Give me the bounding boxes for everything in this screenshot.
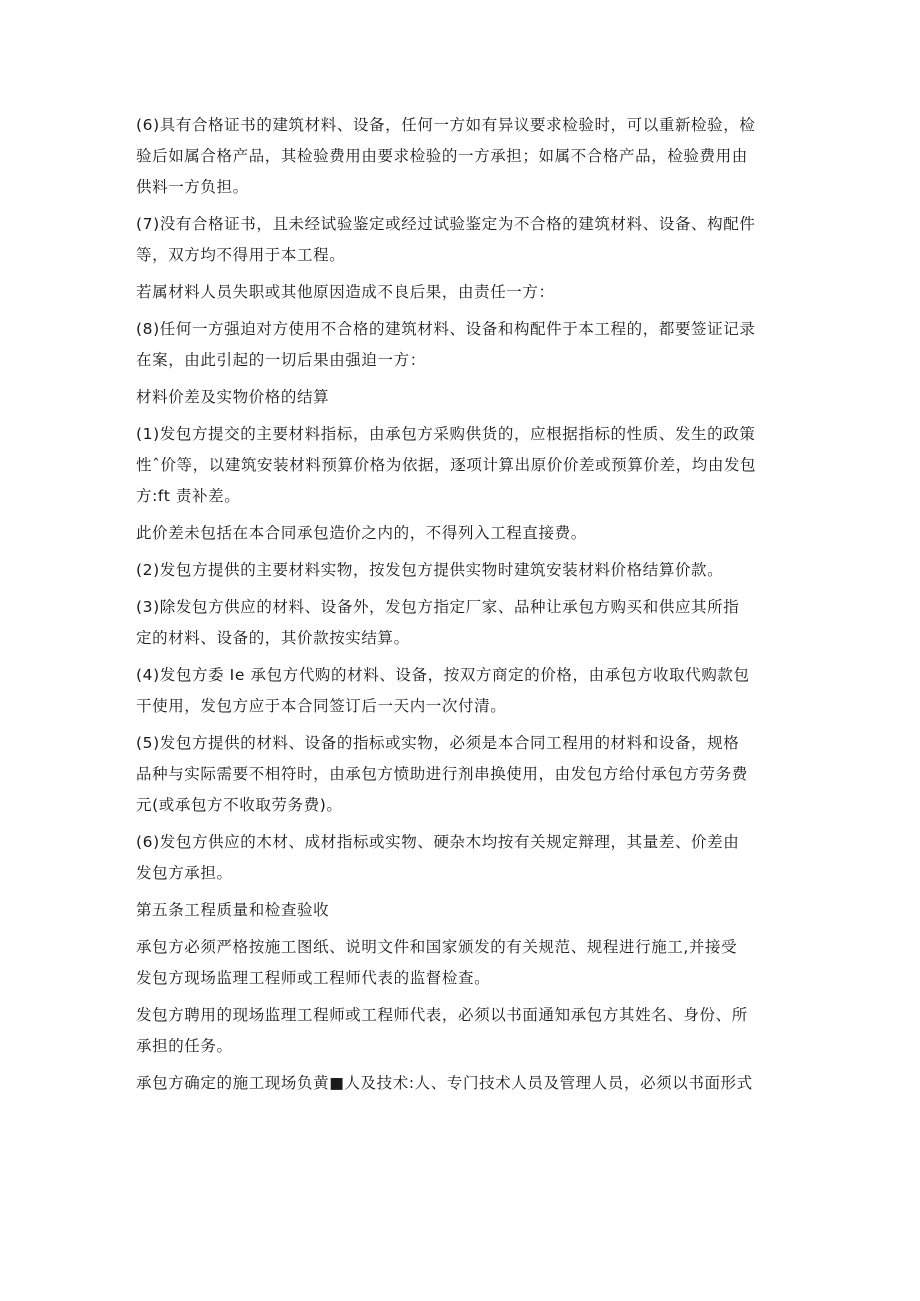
text-line: 性ˆ价等，以建筑安装材料预算价格为依据，逐项计算出原价价差或预算价差，均由发包 xyxy=(136,456,757,474)
paragraph-6-certified-materials xyxy=(136,110,786,203)
text-line: 在案，由此引起的一切后果由强迫一方： xyxy=(136,351,426,369)
paragraph-supervising-engineer xyxy=(136,1000,786,1062)
text-line: (2)发包方提供的主要材料实物，按发包方提供实物时建筑安装材料价格结算价款。 xyxy=(136,561,724,579)
paragraph-4-purchasing-agent xyxy=(136,660,786,722)
paragraph-8-forced-use xyxy=(136,314,786,376)
text-line: 承包方确定的施工现场负黄■人及技术:人、专门技术人员及管理人员，必须以书面形式 xyxy=(136,1074,753,1092)
paragraph-1-material-indicators xyxy=(136,419,786,512)
text-line: (6)具有合格证书的建筑材料、设备，任何一方如有异议要求检验时，可以重新检验，检 xyxy=(136,116,756,134)
section-heading-article-5 xyxy=(136,895,786,926)
text-line: 等，双方均不得用于本工程。 xyxy=(136,246,346,264)
document-body xyxy=(136,110,786,1105)
text-line: (8)任何一方强迫对方使用不合格的建筑材料、设备和构配件于本工程的，都要签证记录 xyxy=(136,320,756,338)
text-line: 干使用，发包方应于本合同签订后一天内一次付清。 xyxy=(136,697,507,715)
text-line: 承担的任务。 xyxy=(136,1037,233,1055)
text-line: (7)没有合格证书，且未经试验鉴定或经过试验鉴定为不合格的建筑材料、设备、构配件 xyxy=(136,215,756,233)
text-line: (5)发包方提供的材料、设备的指标或实物，必须是本合同工程用的材料和设备，规格 xyxy=(136,734,740,752)
paragraph-2-material-objects xyxy=(136,555,786,586)
text-line: (6)发包方供应的木材、成材指标或实物、硬杂木均按有关规定辩理，其量差、价差由 xyxy=(136,833,740,851)
text-line: 发包方聘用的现场监理工程师或工程师代表，必须以书面通知承包方其姓名、身份、所 xyxy=(136,1006,748,1024)
text-line: (4)发包方委 Ie 承包方代购的材料、设备，按双方商定的价格，由承包方收取代购款包 xyxy=(136,666,750,684)
paragraph-responsibility xyxy=(136,277,786,308)
text-line: 发包方承担。 xyxy=(136,864,233,882)
text-line: 供料一方负担。 xyxy=(136,178,249,196)
text-line: (1)发包方提交的主要材料指标，由承包方采购供货的，应根据指标的性质、发生的政策 xyxy=(136,425,756,443)
paragraph-6-timber-supply xyxy=(136,827,786,889)
paragraph-price-difference-note xyxy=(136,518,786,549)
paragraph-7-uncertified-materials xyxy=(136,209,786,271)
text-line: 发包方现场监理工程师或工程师代表的监督检查。 xyxy=(136,969,491,987)
text-line: 承包方必须严格按施工图纸、说明文件和国家颁发的有关规范、规程进行施工,并接受 xyxy=(136,938,738,956)
paragraph-site-personnel xyxy=(136,1068,786,1099)
text-line: 品种与实际需要不相符时，由承包方愤助进行剂串换使用，由发包方给付承包方劳务费 xyxy=(136,765,748,783)
text-line: 材料价差及实物价格的结算 xyxy=(136,388,330,406)
text-line: 此价差未包括在本合同承包造价之内的，不得列入工程直接费。 xyxy=(136,524,587,542)
text-line: 方:ft 责补差。 xyxy=(136,487,241,505)
text-line: (3)除发包方供应的材料、设备外，发包方指定厂家、品种让承包方购买和供应其所指 xyxy=(136,598,740,616)
text-line: 定的材料、设备的，其价款按实结算。 xyxy=(136,629,410,647)
text-line: 若属材料人员失职或其他原因造成不良后果，由责任一方： xyxy=(136,283,555,301)
text-line: 验后如属合格产品，其检验费用由要求检验的一方承担；如属不合格产品，检验费用由 xyxy=(136,147,748,165)
section-heading-price-settlement xyxy=(136,382,786,413)
text-line: 元(或承包方不收取劳务费)。 xyxy=(136,796,343,814)
paragraph-5-substitution xyxy=(136,728,786,821)
text-line: 第五条工程质量和检查验收 xyxy=(136,901,330,919)
paragraph-3-designated-supply xyxy=(136,592,786,654)
paragraph-construction-standards xyxy=(136,932,786,994)
